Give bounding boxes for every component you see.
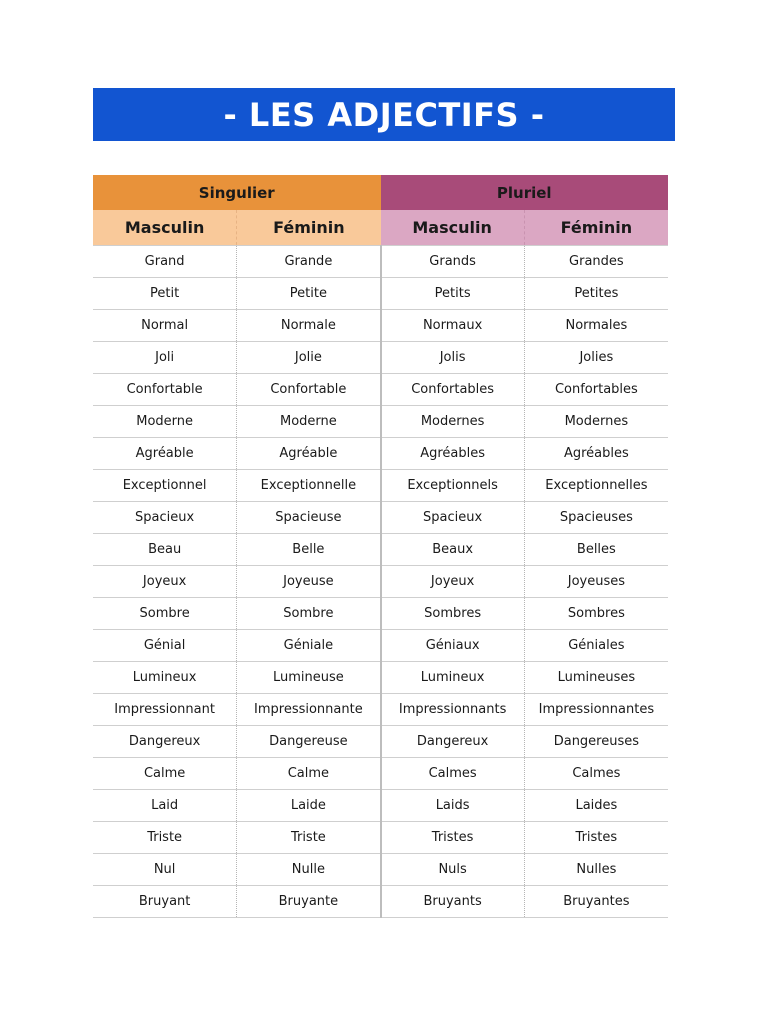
table-row — [93, 534, 668, 566]
table-row — [93, 726, 668, 758]
cell-pluriel-feminin: Spacieuses — [524, 502, 668, 534]
cell-singulier-feminin: Normale — [237, 310, 381, 342]
cell-singulier-masculin: Spacieux — [93, 502, 237, 534]
table-row — [93, 470, 668, 502]
column-header-row — [93, 210, 668, 246]
cell-pluriel-masculin: Confortables — [381, 374, 525, 406]
cell-singulier-masculin: Joyeux — [93, 566, 237, 598]
table-row — [93, 822, 668, 854]
table-row — [93, 374, 668, 406]
cell-pluriel-feminin: Confortables — [524, 374, 668, 406]
cell-singulier-masculin: Triste — [93, 822, 237, 854]
cell-pluriel-masculin: Laids — [381, 790, 525, 822]
cell-pluriel-masculin: Petits — [381, 278, 525, 310]
table-row — [93, 406, 668, 438]
cell-pluriel-masculin: Beaux — [381, 534, 525, 566]
cell-singulier-feminin: Impressionnante — [237, 694, 381, 726]
cell-singulier-feminin: Joyeuse — [237, 566, 381, 598]
cell-pluriel-masculin: Géniaux — [381, 630, 525, 662]
page-title: - LES ADJECTIFS - — [223, 95, 545, 134]
cell-pluriel-feminin: Lumineuses — [524, 662, 668, 694]
cell-pluriel-masculin: Grands — [381, 246, 525, 278]
cell-pluriel-masculin: Modernes — [381, 406, 525, 438]
table-row — [93, 278, 668, 310]
cell-singulier-feminin: Bruyante — [237, 886, 381, 918]
header-pluriel-feminin: Féminin — [524, 210, 668, 246]
cell-singulier-masculin: Sombre — [93, 598, 237, 630]
cell-singulier-feminin: Laide — [237, 790, 381, 822]
cell-pluriel-feminin: Laides — [524, 790, 668, 822]
cell-singulier-masculin: Dangereux — [93, 726, 237, 758]
cell-pluriel-masculin: Exceptionnels — [381, 470, 525, 502]
cell-pluriel-feminin: Joyeuses — [524, 566, 668, 598]
cell-singulier-feminin: Confortable — [237, 374, 381, 406]
group-header-row — [93, 175, 668, 210]
cell-pluriel-feminin: Exceptionnelles — [524, 470, 668, 502]
cell-singulier-feminin: Petite — [237, 278, 381, 310]
cell-singulier-masculin: Exceptionnel — [93, 470, 237, 502]
adjectives-table — [93, 175, 668, 918]
table-row — [93, 630, 668, 662]
cell-singulier-masculin: Laid — [93, 790, 237, 822]
cell-singulier-masculin: Nul — [93, 854, 237, 886]
table-row — [93, 758, 668, 790]
header-pluriel: Pluriel — [381, 175, 669, 210]
cell-singulier-masculin: Génial — [93, 630, 237, 662]
cell-singulier-masculin: Normal — [93, 310, 237, 342]
cell-singulier-feminin: Moderne — [237, 406, 381, 438]
cell-pluriel-masculin: Impressionnants — [381, 694, 525, 726]
cell-pluriel-feminin: Géniales — [524, 630, 668, 662]
cell-pluriel-masculin: Sombres — [381, 598, 525, 630]
cell-pluriel-feminin: Agréables — [524, 438, 668, 470]
cell-pluriel-masculin: Lumineux — [381, 662, 525, 694]
cell-singulier-feminin: Dangereuse — [237, 726, 381, 758]
cell-pluriel-feminin: Belles — [524, 534, 668, 566]
cell-singulier-masculin: Grand — [93, 246, 237, 278]
cell-pluriel-feminin: Jolies — [524, 342, 668, 374]
cell-singulier-masculin: Joli — [93, 342, 237, 374]
cell-singulier-masculin: Petit — [93, 278, 237, 310]
cell-singulier-feminin: Belle — [237, 534, 381, 566]
cell-singulier-feminin: Sombre — [237, 598, 381, 630]
cell-pluriel-feminin: Dangereuses — [524, 726, 668, 758]
cell-singulier-masculin: Beau — [93, 534, 237, 566]
table-row — [93, 342, 668, 374]
cell-pluriel-masculin: Nuls — [381, 854, 525, 886]
header-singulier-masculin: Masculin — [93, 210, 237, 246]
cell-pluriel-masculin: Normaux — [381, 310, 525, 342]
table-row — [93, 438, 668, 470]
cell-singulier-feminin: Lumineuse — [237, 662, 381, 694]
table-row — [93, 598, 668, 630]
cell-pluriel-feminin: Sombres — [524, 598, 668, 630]
cell-singulier-masculin: Moderne — [93, 406, 237, 438]
cell-singulier-masculin: Impressionnant — [93, 694, 237, 726]
cell-pluriel-feminin: Petites — [524, 278, 668, 310]
title-banner — [93, 88, 675, 141]
table-row — [93, 566, 668, 598]
cell-pluriel-masculin: Spacieux — [381, 502, 525, 534]
cell-singulier-feminin: Triste — [237, 822, 381, 854]
cell-singulier-feminin: Jolie — [237, 342, 381, 374]
cell-singulier-feminin: Grande — [237, 246, 381, 278]
cell-singulier-masculin: Agréable — [93, 438, 237, 470]
table-row — [93, 310, 668, 342]
cell-pluriel-masculin: Bruyants — [381, 886, 525, 918]
cell-pluriel-feminin: Grandes — [524, 246, 668, 278]
cell-singulier-masculin: Bruyant — [93, 886, 237, 918]
table-row — [93, 854, 668, 886]
cell-pluriel-masculin: Dangereux — [381, 726, 525, 758]
table-row — [93, 694, 668, 726]
cell-singulier-feminin: Calme — [237, 758, 381, 790]
cell-pluriel-masculin: Joyeux — [381, 566, 525, 598]
cell-pluriel-feminin: Modernes — [524, 406, 668, 438]
cell-singulier-feminin: Nulle — [237, 854, 381, 886]
table-row — [93, 662, 668, 694]
cell-pluriel-masculin: Tristes — [381, 822, 525, 854]
cell-pluriel-masculin: Agréables — [381, 438, 525, 470]
cell-pluriel-feminin: Bruyantes — [524, 886, 668, 918]
cell-pluriel-feminin: Impressionnantes — [524, 694, 668, 726]
header-singulier-feminin: Féminin — [237, 210, 381, 246]
cell-pluriel-masculin: Calmes — [381, 758, 525, 790]
table-row — [93, 246, 668, 278]
cell-singulier-masculin: Lumineux — [93, 662, 237, 694]
cell-singulier-feminin: Exceptionnelle — [237, 470, 381, 502]
cell-singulier-feminin: Agréable — [237, 438, 381, 470]
table-body — [93, 246, 668, 918]
header-singulier: Singulier — [93, 175, 381, 210]
cell-pluriel-feminin: Nulles — [524, 854, 668, 886]
cell-singulier-feminin: Géniale — [237, 630, 381, 662]
cell-singulier-feminin: Spacieuse — [237, 502, 381, 534]
table-row — [93, 886, 668, 918]
cell-pluriel-masculin: Jolis — [381, 342, 525, 374]
cell-pluriel-feminin: Calmes — [524, 758, 668, 790]
cell-pluriel-feminin: Normales — [524, 310, 668, 342]
table-row — [93, 790, 668, 822]
cell-singulier-masculin: Calme — [93, 758, 237, 790]
cell-singulier-masculin: Confortable — [93, 374, 237, 406]
table-row — [93, 502, 668, 534]
cell-pluriel-feminin: Tristes — [524, 822, 668, 854]
header-pluriel-masculin: Masculin — [381, 210, 525, 246]
